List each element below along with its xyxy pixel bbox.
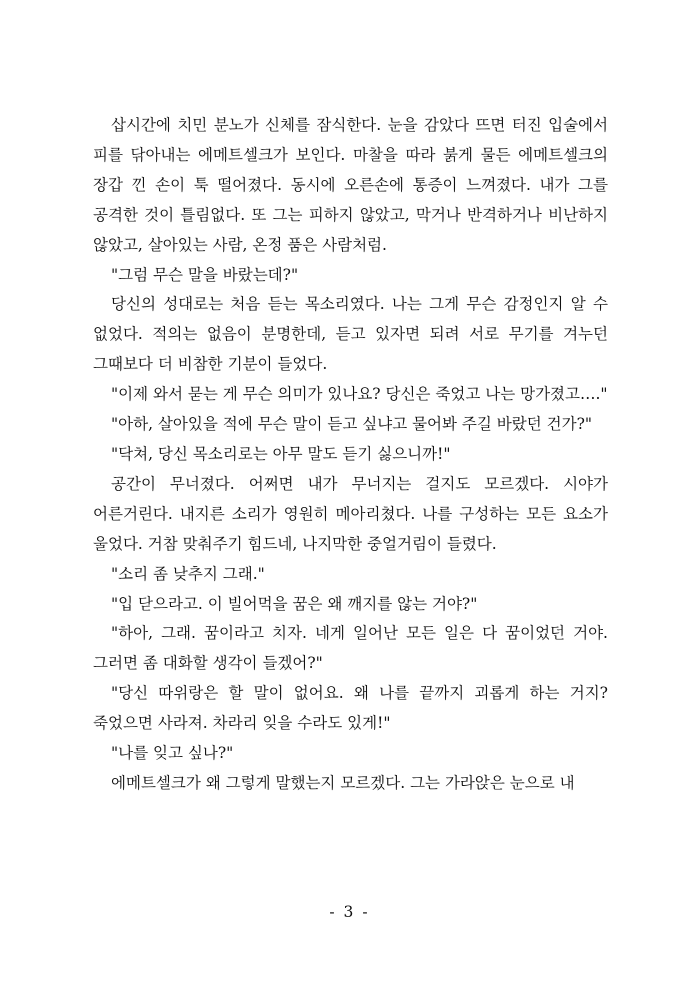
paragraph: "나를 잊고 싶나?": [111, 744, 234, 763]
paragraph: "하아, 그래. 꿈이라고 치자. 네게 일어난 모든 일은 다 꿈이었던 거야. 그러면 좀 대화할 생각이 들겠어?": [93, 624, 608, 673]
paragraph: 당신의 성대로는 처음 듣는 목소리였다. 나는 그게 무슨 감정인지 알 수 없었다. 적의는 없음이 분명한데, 듣고 있자면 되려 서로 무기를 겨누던 그때보다 더 비참한 기분이 들었다.: [93, 295, 608, 374]
paragraph: 삽시간에 치민 분노가 신체를 잠식한다. 눈을 감았다 뜨면 터진 입술에서 피를 닦아내는 에메트셀크가 보인다. 마찰을 따라 붉게 물든 에메트셀크의 장갑 낀 손이 툭 떨어졌다. 동시에 오른손에 통증이 느껴졌다. 내가 그를 공격한 것이 틀림없다. 또 그는 피하지 않았고, 막거나 반격하거나 비난하지 않았고, 살아있는 사람, 온정 품은 사람처럼.: [93, 116, 608, 254]
paragraph: "소리 좀 낮추지 그래.": [111, 564, 265, 583]
paragraph: 에메트셀크가 왜 그렇게 말했는지 모르겠다. 그는 가라앉은 눈으로 내: [111, 773, 575, 792]
paragraph: "입 닫으라고. 이 빌어먹을 꿈은 왜 깨지를 않는 거야?": [111, 594, 478, 613]
paragraph: "그럼 무슨 말을 바랐는데?": [111, 265, 299, 284]
paragraph: "닥쳐, 당신 목소리로는 아무 말도 듣기 싫으니까!": [111, 444, 451, 463]
paragraph: 공간이 무너졌다. 어쩌면 내가 무너지는 걸지도 모르겠다. 시야가 어른거린다. 내지른 소리가 영원히 메아리쳤다. 나를 구성하는 모든 요소가 울었다. 거참 맞춰주기 힘드네, 나지막한 중얼거림이 들렸다.: [93, 474, 608, 553]
body-text: [93, 111, 608, 799]
page-number: - 3 -: [329, 903, 370, 921]
paragraph: "아하, 살아있을 적에 무슨 말이 듣고 싶냐고 물어봐 주길 바랐던 건가?": [111, 415, 593, 434]
paragraph: "당신 따위랑은 할 말이 없어요. 왜 나를 끝까지 괴롭게 하는 거지? 죽었으면 사라져. 차라리 잊을 수라도 있게!": [93, 684, 608, 733]
paragraph: "이제 와서 묻는 게 무슨 의미가 있나요? 당신은 죽었고 나는 망가졌고….": [111, 385, 608, 404]
